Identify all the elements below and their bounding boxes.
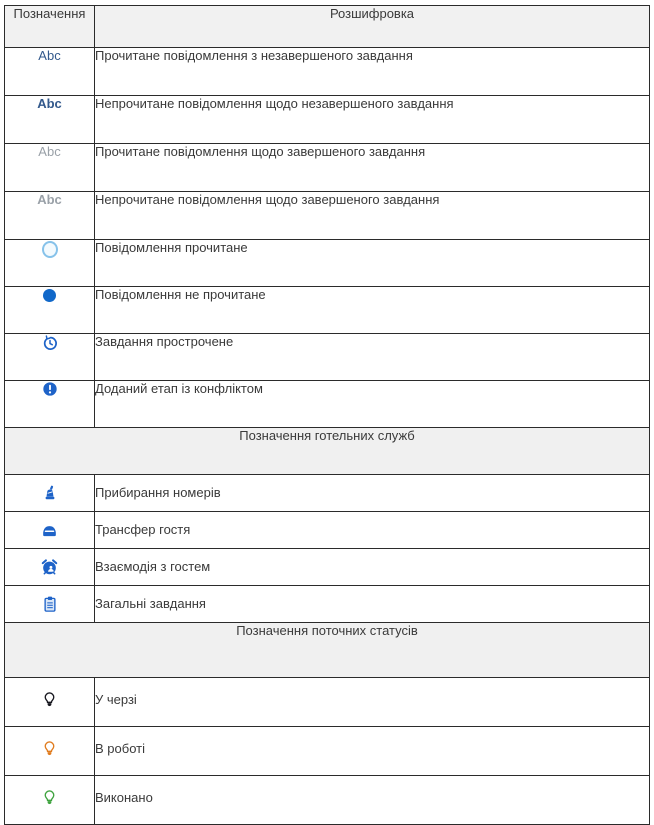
sample-cell	[5, 192, 95, 240]
table-row	[5, 678, 650, 727]
description-cell: Завдання прострочене	[95, 334, 650, 381]
text-sample-unfinished-unread: Abc	[37, 96, 62, 111]
section-header-row	[5, 428, 650, 475]
text-sample-finished-unread: Abc	[37, 192, 62, 207]
description-cell: Взаємодія з гостем	[95, 549, 650, 586]
bulb-done-icon	[41, 789, 58, 806]
table-header-row	[5, 6, 650, 48]
description-cell: Непрочитане повідомлення щодо завершеного завдання	[95, 192, 650, 240]
table-row	[5, 512, 650, 549]
sample-cell	[5, 96, 95, 144]
table-row	[5, 549, 650, 586]
text-sample-finished-read: Abc	[38, 144, 61, 159]
sample-cell	[5, 48, 95, 96]
table-row	[5, 381, 650, 428]
conflict-exclamation-icon	[42, 381, 58, 397]
icon-cell	[5, 475, 95, 512]
clipboard-icon	[41, 595, 59, 613]
table-row	[5, 727, 650, 776]
column-header-meaning: Розшифровка	[95, 6, 650, 48]
history-icon	[41, 334, 59, 352]
description-cell: Повідомлення прочитане	[95, 240, 650, 287]
description-cell: Прибирання номерів	[95, 475, 650, 512]
legend-table	[4, 5, 650, 825]
description-cell: Непрочитане повідомлення щодо незавершеного завдання	[95, 96, 650, 144]
section-header-row	[5, 623, 650, 678]
description-cell: Доданий етап із конфліктом	[95, 381, 650, 428]
icon-cell	[5, 678, 95, 727]
description-cell: Прочитане повідомлення щодо завершеного завдання	[95, 144, 650, 192]
column-header-designation: Позначення	[5, 6, 95, 48]
icon-cell	[5, 727, 95, 776]
message-read-circle-icon	[42, 241, 58, 258]
description-cell: Загальні завдання	[95, 586, 650, 623]
description-cell: Трансфер гостя	[95, 512, 650, 549]
icon-cell	[5, 776, 95, 825]
description-cell: У черзі	[95, 678, 650, 727]
bulb-in-progress-icon	[41, 740, 58, 757]
car-icon	[40, 521, 59, 540]
icon-cell	[5, 381, 95, 428]
message-unread-circle-icon	[43, 289, 56, 302]
table-row	[5, 192, 650, 240]
bulb-queue-icon	[41, 691, 58, 708]
description-cell: Прочитане повідомлення з незавершеного завдання	[95, 48, 650, 96]
description-cell: В роботі	[95, 727, 650, 776]
table-row	[5, 776, 650, 825]
icon-cell	[5, 549, 95, 586]
text-sample-unfinished-read: Abc	[38, 48, 61, 63]
current-statuses-section-title: Позначення поточних статусів	[5, 623, 650, 678]
alarm-clock-person-icon	[40, 558, 59, 577]
table-row	[5, 475, 650, 512]
hotel-services-section-title: Позначення готельних служб	[5, 428, 650, 475]
icon-cell	[5, 586, 95, 623]
table-row	[5, 586, 650, 623]
icon-cell	[5, 512, 95, 549]
table-row	[5, 144, 650, 192]
table-row	[5, 240, 650, 287]
sample-cell	[5, 144, 95, 192]
table-row	[5, 334, 650, 381]
description-cell: Повідомлення не прочитане	[95, 287, 650, 334]
vacuum-cleaner-icon	[41, 484, 59, 502]
table-row	[5, 287, 650, 334]
icon-cell	[5, 240, 95, 287]
description-cell: Виконано	[95, 776, 650, 825]
icon-cell	[5, 334, 95, 381]
table-row	[5, 96, 650, 144]
icon-cell	[5, 287, 95, 334]
table-row	[5, 48, 650, 96]
